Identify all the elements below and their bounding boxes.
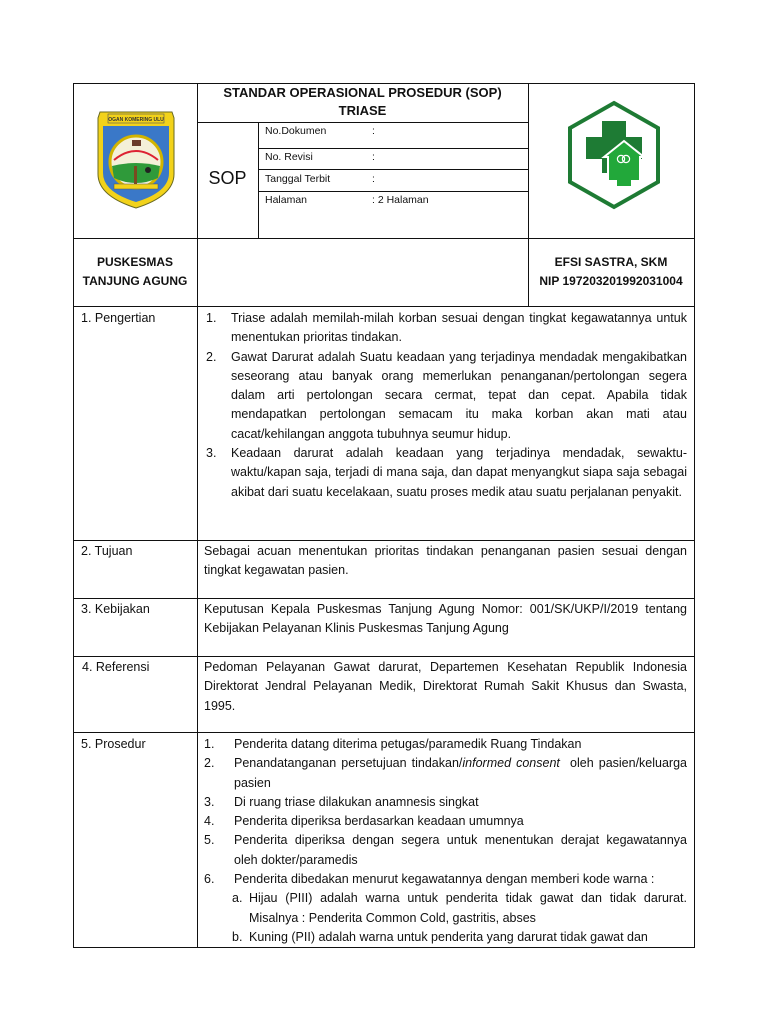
section-content-referensi: Pedoman Pelayanan Gawat darurat, Departemen Kesehatan Republik Indonesia Direktorat Jendral Pelayanan Medik, Direktorat Rumah Sakit Khusus dan Swasta, 1995. <box>204 660 687 713</box>
section-divider <box>73 656 695 657</box>
table-border-left <box>73 83 74 948</box>
section-label-kebijakan: 3. Kebijakan <box>81 602 150 616</box>
sop-column-divider <box>258 122 259 238</box>
title-divider <box>197 122 528 123</box>
meta-divider <box>258 191 528 192</box>
header-divider <box>73 238 695 239</box>
column-divider <box>197 83 198 948</box>
section-content-prosedur <box>204 735 691 947</box>
list-item: 6. Penderita dibedakan menurut kegawatannya dengan memberi kode warna : <box>204 872 655 887</box>
list-item: 2. Gawat Darurat adalah Suatu keadaan yang terjadinya mendadak mengakibatkan seseorang atau banyak orang memerlukan penanganan/pertolongan segera dalam arti pertolongan secara cermat, tepat dan cepat. Apabila tidak mendapatkan pertolongan semacam itu maka korban akan mati atau cacat/kehilangan anggota tubuhnya seumur hidup. <box>206 349 687 441</box>
section-divider <box>73 540 695 541</box>
list-item: 3. Keadaan darurat adalah keadaan yang terjadinya mendadak, sewaktu-waktu/kapan saja, terjadi di mana saja, dan dapat menyangkut siapa saja sebagai akibat dari suatu kecelakaan, suatu proses medik atau suatu perjalanan penyakit. <box>206 446 687 499</box>
list-item: 3. Di ruang triase dilakukan anamnesis singkat <box>204 794 479 809</box>
sub-list-item: a. Hijau (PIII) adalah warna untuk penderita tidak gawat dan tidak darurat. Misalnya : Penderita Common Cold, gastritis, abses <box>232 891 687 925</box>
table-border-right <box>694 83 695 948</box>
section-content-tujuan: Sebagai acuan menentukan prioritas tindakan penanganan pasien sesuai dengan tingkat kegawatan pasien. <box>204 544 687 578</box>
org-line1: PUSKESMAS <box>96 255 173 269</box>
sub-list-item: b. Kuning (PII) adalah warna untuk penderita yang darurat tidak gawat dan <box>232 929 648 944</box>
meta-divider <box>258 169 528 170</box>
meta-label-tanggal-terbit: Tanggal Terbit <box>265 173 331 185</box>
title-line2: TRIASE <box>338 103 387 118</box>
organization-name <box>73 253 197 291</box>
org-row-divider <box>73 306 695 307</box>
section-content-pengertian <box>206 309 687 502</box>
document-title <box>197 84 528 120</box>
meta-label-no-dokumen: No.Dokumen <box>265 125 327 137</box>
sop-label: SOP <box>208 168 247 188</box>
list-item: 1. Triase adalah memilah-milah korban sesuai dengan tingkat kegawatannya untuk menentukan prioritas tindakan. <box>206 311 687 345</box>
section-content-kebijakan: Keputusan Kepala Puskesmas Tanjung Agung Nomor: 001/SK/UKP/I/2019 tentang Kebijakan Pelayanan Klinis Puskesmas Tanjung Agung <box>204 602 687 636</box>
list-item: 5. Penderita diperiksa dengan segera untuk menentukan derajat kegawatannya oleh dokter/paramedis <box>204 833 687 867</box>
signer-name: EFSI SASTRA, SKM <box>554 255 668 269</box>
svg-text:OGAN KOMERING ULU: OGAN KOMERING ULU <box>108 117 164 123</box>
signer-nip: NIP 197203201992031004 <box>539 274 683 288</box>
list-item: 4. Penderita diperiksa berdasarkan keadaan umumnya <box>204 814 524 829</box>
meta-value-tanggal-terbit: : <box>372 173 375 185</box>
meta-value-halaman: : 2 Halaman <box>372 194 429 206</box>
org-line2: TANJUNG AGUNG <box>82 274 188 288</box>
table-border-bottom <box>73 947 695 948</box>
section-label-pengertian: 1. Pengertian <box>81 311 156 325</box>
section-divider <box>73 732 695 733</box>
meta-label-halaman: Halaman <box>265 194 308 206</box>
meta-label-no-revisi: No. Revisi <box>265 151 313 163</box>
list-item: 1. Penderita datang diterima petugas/paramedik Ruang Tindakan <box>204 737 582 751</box>
meta-value-no-dokumen: : <box>372 125 375 137</box>
puskesmas-logo-icon <box>564 99 664 211</box>
meta-divider <box>258 148 528 149</box>
section-label-referensi: 4. Referensi <box>82 660 150 674</box>
signer-block <box>528 253 694 291</box>
ogan-komering-ulu-emblem-icon <box>92 104 180 212</box>
section-divider <box>73 598 695 599</box>
title-line1: STANDAR OPERASIONAL PROSEDUR (SOP) <box>223 85 502 100</box>
section-label-prosedur: 5. Prosedur <box>81 737 146 751</box>
list-item: 2. Penandatanganan persetujuan tindakan/informed consent oleh pasien/keluarga pasien <box>204 756 691 790</box>
section-label-tujuan: 2. Tujuan <box>81 544 133 558</box>
meta-value-no-revisi: : <box>372 151 375 163</box>
